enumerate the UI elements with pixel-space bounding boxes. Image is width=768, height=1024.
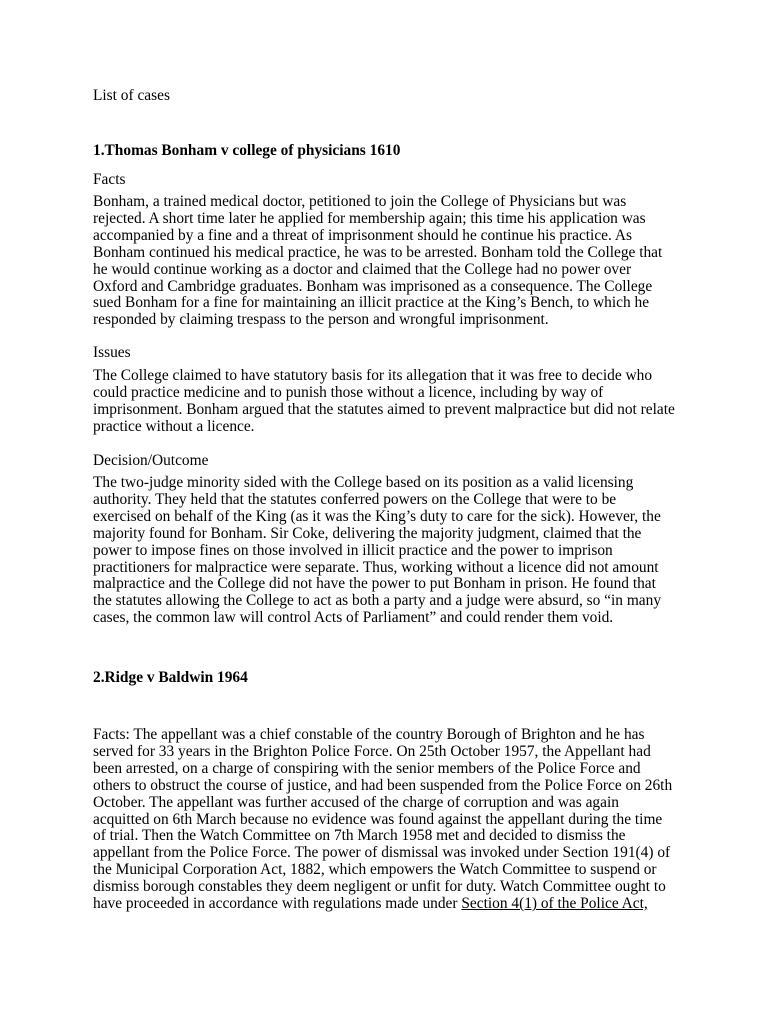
case-1-facts-paragraph: Bonham, a trained medical doctor, petitioned to join the College of Physicians but was rejected. A short time later he applied for membership again; this time his application was accompanied by a fine and a threat of imprisonment should he continue his practice. As Bonham continued his medical practice, he was to be arrested. Bonham told the College that he would continue working as a doctor and claimed that the College had no power over Oxford and Cambridge graduates. Bonham was imprisoned as a consequence. The College sued Bonham for a fine for maintaining an illicit practice at the King’s Bench, to which he responded by claiming trespass to the person and wrongful imprisonment. bbox=[93, 193, 663, 329]
document-title: List of cases bbox=[93, 87, 170, 104]
case-1-heading: 1.Thomas Bonham v college of physicians 1610 bbox=[93, 142, 401, 159]
case-1-decision-paragraph: The two-judge minority sided with the College based on its position as a valid licensing authority. They held that the statutes conferred powers on the College that were to be exercised on behalf of the King (as it was the King’s duty to care for the sick). However, the majority found for Bonham. Sir Coke, delivering the majority judgment, claimed that the power to impose fines on those involved in illicit practice and the power to imprison practitioners for malpractice were separate. Thus, working without a licence did not amount malpractice and the College did not have the power to put Bonham in prison. He found that the statutes allowing the College to act as both a party and a judge were absurd, so “in many cases, the common law will control Acts of Parliament” and could render them void. bbox=[93, 474, 662, 627]
case-2-heading: 2.Ridge v Baldwin 1964 bbox=[93, 669, 248, 686]
case-1-facts-label: Facts bbox=[93, 171, 126, 188]
case-1-issues-label: Issues bbox=[93, 344, 131, 361]
case-1-issues-paragraph: The College claimed to have statutory basis for its allegation that it was free to decide who could practice medicine and to punish those without a licence, including by way of imprisonment. Bonham argued that the statutes aimed to prevent malpractice but did not relate practice without a licence. bbox=[93, 367, 675, 435]
case-1-decision-label: Decision/Outcome bbox=[93, 452, 209, 469]
case-2-facts-paragraph bbox=[93, 727, 678, 913]
police-act-link[interactable]: Section 4(1) of the Police Act, bbox=[461, 895, 648, 913]
case-2-facts-text: Facts: The appellant was a chief constable of the country Borough of Brighton and he has served for 33 years in the Brighton Police Force. On 25th October 1957, the Appellant had been arrested, on a charge of conspiring with the senior members of the Police Force and others to obstruct the course of justice, and had been suspended from the Police Force on 26th October. The appellant was further accused of the charge of corruption and was again acquitted on 6th March because no evidence was found against the appellant during the time of trial. Then the Watch Committee on 7th March 1958 met and decided to dismiss the appellant from the Police Force. The power of dismissal was invoked under Section 191(4) of the Municipal Corporation Act, 1882, which empowers the Watch Committee to suspend or dismiss borough constables they deem negligent or unfit for duty. Watch Committee ought to have proceeded in accordance with regulations made under bbox=[93, 726, 673, 913]
